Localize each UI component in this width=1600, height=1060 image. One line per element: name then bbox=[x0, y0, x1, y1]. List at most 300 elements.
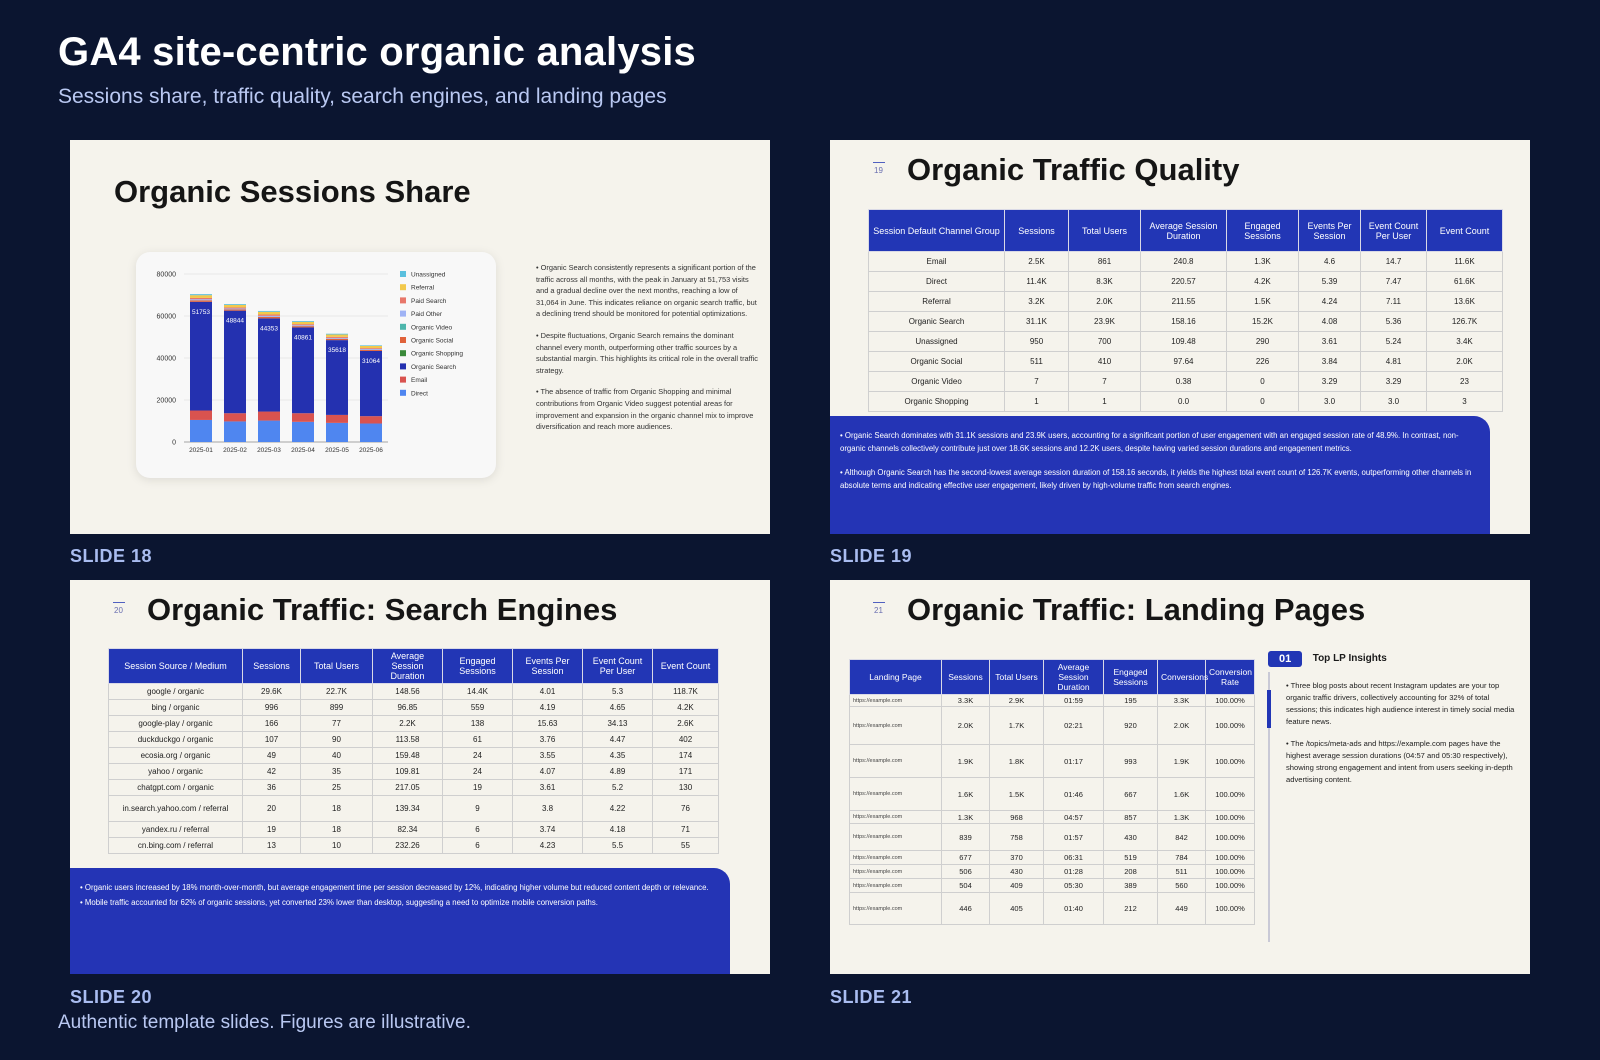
column-header: Total Users bbox=[301, 649, 373, 684]
table-cell: 4.81 bbox=[1361, 352, 1427, 372]
table-cell: 1 bbox=[1069, 392, 1141, 412]
bar-segment bbox=[360, 424, 382, 442]
table-cell: 4.22 bbox=[583, 796, 653, 822]
table-cell: 01:46 bbox=[1044, 778, 1104, 811]
column-header: Conversion Rate bbox=[1206, 660, 1255, 695]
table-cell: 130 bbox=[653, 780, 719, 796]
table-cell: 3.61 bbox=[1299, 332, 1361, 352]
bar-segment bbox=[326, 338, 348, 339]
x-tick-label: 2025-03 bbox=[257, 447, 281, 454]
table-cell: 2.2K bbox=[373, 716, 443, 732]
table-cell: 920 bbox=[1104, 707, 1158, 745]
table-cell: 5.5 bbox=[583, 838, 653, 854]
slide-title: Organic Traffic Quality bbox=[907, 152, 1240, 187]
data-table bbox=[868, 209, 1503, 412]
table-cell: 3.84 bbox=[1299, 352, 1361, 372]
bar-segment bbox=[360, 349, 382, 350]
table-cell: 950 bbox=[1005, 332, 1069, 352]
table-cell: 22.7K bbox=[301, 684, 373, 700]
table-cell: 1.9K bbox=[942, 745, 990, 778]
slide-label: SLIDE 18 bbox=[70, 546, 153, 566]
y-tick-label: 20000 bbox=[156, 397, 176, 405]
table-cell: yahoo / organic bbox=[109, 764, 243, 780]
table-cell: Email bbox=[869, 252, 1005, 272]
table-cell: 4.65 bbox=[583, 700, 653, 716]
table-cell: 7.11 bbox=[1361, 292, 1427, 312]
table-cell: 77 bbox=[301, 716, 373, 732]
table-row bbox=[850, 824, 1255, 851]
bar-segment bbox=[224, 421, 246, 442]
table-cell: 01:57 bbox=[1044, 824, 1104, 851]
insight-panel bbox=[70, 868, 730, 974]
table-cell: 1.5K bbox=[1227, 292, 1299, 312]
table-cell: 370 bbox=[990, 851, 1044, 865]
table-cell: 31.1K bbox=[1005, 312, 1069, 332]
table-cell: 06:31 bbox=[1044, 851, 1104, 865]
bar-segment bbox=[326, 423, 348, 442]
bar-segment bbox=[190, 294, 212, 295]
table-cell: 217.05 bbox=[373, 780, 443, 796]
table-cell: 3.0 bbox=[1361, 392, 1427, 412]
legend-label: Direct bbox=[411, 390, 428, 398]
table-cell: 4.08 bbox=[1299, 312, 1361, 332]
table-cell: 0.0 bbox=[1141, 392, 1227, 412]
table-cell: 139.34 bbox=[373, 796, 443, 822]
table-row bbox=[869, 332, 1503, 352]
table-cell: 4.47 bbox=[583, 732, 653, 748]
table-cell: 100.00% bbox=[1206, 745, 1255, 778]
insight-header bbox=[1268, 650, 1520, 668]
table-cell: 13 bbox=[243, 838, 301, 854]
legend-label: Paid Search bbox=[411, 297, 447, 305]
slide-18[interactable] bbox=[70, 140, 770, 534]
table-row bbox=[850, 865, 1255, 879]
table-cell: 861 bbox=[1069, 252, 1141, 272]
table-row bbox=[869, 352, 1503, 372]
x-tick-label: 2025-04 bbox=[291, 447, 315, 454]
table-cell: 3.8 bbox=[513, 796, 583, 822]
bar-segment bbox=[224, 304, 246, 305]
column-header: Average Session Duration bbox=[1141, 210, 1227, 252]
insight-bullets bbox=[536, 262, 761, 443]
table-cell: 148.56 bbox=[373, 684, 443, 700]
y-tick-label: 0 bbox=[172, 439, 176, 447]
table-cell: 113.58 bbox=[373, 732, 443, 748]
column-header: Total Users bbox=[1069, 210, 1141, 252]
table-cell: https://example.com bbox=[850, 879, 942, 893]
slide-label: SLIDE 19 bbox=[830, 546, 913, 566]
table-cell: 6 bbox=[443, 838, 513, 854]
bar-segment bbox=[360, 350, 382, 351]
table-cell: 01:40 bbox=[1044, 893, 1104, 925]
table-cell: 1.9K bbox=[1158, 745, 1206, 778]
table-cell: 3.55 bbox=[513, 748, 583, 764]
bar-segment bbox=[326, 337, 348, 338]
table-cell: 100.00% bbox=[1206, 865, 1255, 879]
legend-swatch bbox=[400, 284, 406, 290]
table-row bbox=[850, 778, 1255, 811]
table-cell: 504 bbox=[942, 879, 990, 893]
table-cell: 220.57 bbox=[1141, 272, 1227, 292]
table-cell: 0 bbox=[1227, 372, 1299, 392]
column-header: Conversions bbox=[1158, 660, 1206, 695]
table-cell: 100.00% bbox=[1206, 893, 1255, 925]
table-cell: 667 bbox=[1104, 778, 1158, 811]
legend-label: Organic Shopping bbox=[411, 350, 464, 358]
legend-swatch bbox=[400, 390, 406, 396]
y-tick-label: 80000 bbox=[156, 271, 176, 279]
bar-segment bbox=[224, 308, 246, 309]
table-cell: 0.38 bbox=[1141, 372, 1227, 392]
table-cell: 1.3K bbox=[1227, 252, 1299, 272]
table-row bbox=[869, 272, 1503, 292]
table-cell: 15.63 bbox=[513, 716, 583, 732]
table-cell: 100.00% bbox=[1206, 879, 1255, 893]
table-cell: cn.bing.com / referral bbox=[109, 838, 243, 854]
table-cell: 100.00% bbox=[1206, 707, 1255, 745]
table-cell: 23 bbox=[1427, 372, 1503, 392]
data-label: 51753 bbox=[191, 308, 211, 316]
table-cell: 96.85 bbox=[373, 700, 443, 716]
slide-label: SLIDE 21 bbox=[830, 987, 913, 1007]
x-tick-label: 2025-05 bbox=[325, 447, 349, 454]
insight-text: • Mobile traffic accounted for 62% of organic sessions, yet converted 23% lower than desktop, suggesting a need to optimize mobile conversion paths. bbox=[80, 897, 598, 907]
table-cell: 126.7K bbox=[1427, 312, 1503, 332]
table-cell: 5.2 bbox=[583, 780, 653, 796]
table-cell: 211.55 bbox=[1141, 292, 1227, 312]
table-cell: 6 bbox=[443, 822, 513, 838]
table-cell: 14.4K bbox=[443, 684, 513, 700]
table-cell: bing / organic bbox=[109, 700, 243, 716]
column-header: Engaged Sessions bbox=[1104, 660, 1158, 695]
table-cell: 2.9K bbox=[990, 695, 1044, 707]
insight-text: • Organic Search dominates with 31.1K sessions and 23.9K users, accounting for a significant portion of user engagement with an engaged session rate of 48.9%. In contrast, non-organic channels collectively contribute just over 18.6K sessions and 12.2K users, despite having varied session durations and engagement metrics. bbox=[840, 431, 1459, 453]
bar-segment bbox=[224, 307, 246, 308]
bar-segment bbox=[258, 311, 280, 312]
table-cell: 118.7K bbox=[653, 684, 719, 700]
table-cell: 430 bbox=[990, 865, 1044, 879]
column-header: Sessions bbox=[1005, 210, 1069, 252]
table-cell: 20 bbox=[243, 796, 301, 822]
bar-segment bbox=[224, 309, 246, 310]
table-cell: 4.24 bbox=[1299, 292, 1361, 312]
table-row bbox=[869, 372, 1503, 392]
table-cell: 166 bbox=[243, 716, 301, 732]
table-cell: 10 bbox=[301, 838, 373, 854]
page-subtitle: Sessions share, traffic quality, search engines, and landing pages bbox=[58, 85, 667, 108]
table-cell: Organic Video bbox=[869, 372, 1005, 392]
bar-segment bbox=[258, 317, 280, 318]
table-cell: 174 bbox=[653, 748, 719, 764]
table-cell: 506 bbox=[942, 865, 990, 879]
table-cell: 4.2K bbox=[653, 700, 719, 716]
column-header: Event Count Per User bbox=[583, 649, 653, 684]
table-row bbox=[109, 700, 719, 716]
insight-badge: 01 bbox=[1268, 651, 1302, 667]
legend-swatch bbox=[400, 363, 406, 369]
data-label: 35618 bbox=[327, 347, 347, 355]
table-cell: https://example.com bbox=[850, 893, 942, 925]
legend-label: Organic Search bbox=[411, 363, 457, 371]
table-cell: 511 bbox=[1005, 352, 1069, 372]
table-cell: 4.07 bbox=[513, 764, 583, 780]
bar-segment bbox=[292, 321, 314, 322]
table-cell: 42 bbox=[243, 764, 301, 780]
table-cell: 01:28 bbox=[1044, 865, 1104, 879]
table-cell: 159.48 bbox=[373, 748, 443, 764]
table-cell: 29.6K bbox=[243, 684, 301, 700]
table-cell: 9 bbox=[443, 796, 513, 822]
table-cell: 449 bbox=[1158, 893, 1206, 925]
insight-divider bbox=[1268, 672, 1270, 942]
table-row bbox=[109, 684, 719, 700]
table-cell: 100.00% bbox=[1206, 695, 1255, 707]
table-cell: 13.6K bbox=[1427, 292, 1503, 312]
table-cell: 5.24 bbox=[1361, 332, 1427, 352]
bar-segment bbox=[292, 413, 314, 422]
column-header: Sessions bbox=[942, 660, 990, 695]
table-cell: 212 bbox=[1104, 893, 1158, 925]
data-label: 48844 bbox=[225, 317, 245, 325]
data-label: 40861 bbox=[293, 334, 313, 342]
legend-swatch bbox=[400, 337, 406, 343]
table-cell: 4.18 bbox=[583, 822, 653, 838]
table-row bbox=[109, 796, 719, 822]
table-cell: 02:21 bbox=[1044, 707, 1104, 745]
bar-segment bbox=[292, 324, 314, 325]
table-cell: https://example.com bbox=[850, 695, 942, 707]
table-cell: chatgpt.com / organic bbox=[109, 780, 243, 796]
data-label: 31064 bbox=[361, 357, 381, 365]
table-cell: Organic Search bbox=[869, 312, 1005, 332]
table-cell: 3.29 bbox=[1361, 372, 1427, 392]
table-cell: 430 bbox=[1104, 824, 1158, 851]
column-header: Session Source / Medium bbox=[109, 649, 243, 684]
table-cell: 2.0K bbox=[1427, 352, 1503, 372]
legend-swatch bbox=[400, 377, 406, 383]
table-row bbox=[109, 838, 719, 854]
table-cell: 15.2K bbox=[1227, 312, 1299, 332]
column-header: Engaged Sessions bbox=[1227, 210, 1299, 252]
column-header: Events Per Session bbox=[513, 649, 583, 684]
table-cell: https://example.com bbox=[850, 778, 942, 811]
table-cell: 899 bbox=[301, 700, 373, 716]
table-cell: https://example.com bbox=[850, 745, 942, 778]
column-header: Engaged Sessions bbox=[443, 649, 513, 684]
table-cell: 7.47 bbox=[1361, 272, 1427, 292]
table-cell: 4.2K bbox=[1227, 272, 1299, 292]
bar-segment bbox=[360, 346, 382, 348]
column-header: Sessions bbox=[243, 649, 301, 684]
table-cell: https://example.com bbox=[850, 707, 942, 745]
table-cell: 857 bbox=[1104, 811, 1158, 824]
table-row bbox=[850, 851, 1255, 865]
table-cell: 61 bbox=[443, 732, 513, 748]
slide-title: Organic Traffic: Landing Pages bbox=[907, 592, 1366, 627]
table-cell: 1.3K bbox=[942, 811, 990, 824]
table-row bbox=[109, 716, 719, 732]
bullet: • The absence of traffic from Organic Shopping and minimal contributions from Organic Video suggest potential areas for improvement and expansion in the organic channel mix to improve diversification and reach more audiences. bbox=[536, 387, 754, 432]
table-cell: 996 bbox=[243, 700, 301, 716]
slide-20[interactable] bbox=[70, 580, 770, 974]
table-cell: 171 bbox=[653, 764, 719, 780]
table-cell: 49 bbox=[243, 748, 301, 764]
legend-swatch bbox=[400, 297, 406, 303]
table-cell: 559 bbox=[443, 700, 513, 716]
table-cell: 05:30 bbox=[1044, 879, 1104, 893]
table-row bbox=[109, 822, 719, 838]
bullet: • Despite fluctuations, Organic Search remains the dominant channel every month, outperforming other traffic sources by a substantial margin. This highlights its critical role in the overall traffic strategy. bbox=[536, 330, 758, 375]
table-cell: ecosia.org / organic bbox=[109, 748, 243, 764]
insight-text: • Organic users increased by 18% month-over-month, but average engagement time per session decreased by 12%, indicating higher volume but reduced content depth or relevance. bbox=[80, 883, 709, 892]
legend-label: Organic Video bbox=[411, 324, 453, 332]
table-cell: 61.6K bbox=[1427, 272, 1503, 292]
data-table bbox=[108, 648, 719, 854]
slide-number: 20 bbox=[114, 606, 123, 615]
table-cell: yandex.ru / referral bbox=[109, 822, 243, 838]
table-cell: 7 bbox=[1069, 372, 1141, 392]
table-row bbox=[109, 780, 719, 796]
table-row bbox=[850, 879, 1255, 893]
table-cell: 4.01 bbox=[513, 684, 583, 700]
data-table bbox=[849, 659, 1255, 925]
table-cell: 100.00% bbox=[1206, 851, 1255, 865]
y-tick-label: 60000 bbox=[156, 313, 176, 321]
table-cell: 195 bbox=[1104, 695, 1158, 707]
bullet: • The /topics/meta-ads and https://example.com pages have the highest average session durations (04:57 and 05:30 respectively), showing strong engagement and intent from users seeking in-depth advertising content. bbox=[1286, 739, 1513, 784]
table-cell: 19 bbox=[243, 822, 301, 838]
table-row bbox=[850, 707, 1255, 745]
table-cell: 8.3K bbox=[1069, 272, 1141, 292]
table-cell: 35 bbox=[301, 764, 373, 780]
table-cell: 402 bbox=[653, 732, 719, 748]
bar-segment bbox=[190, 300, 212, 301]
table-cell: 01:59 bbox=[1044, 695, 1104, 707]
table-cell: Organic Shopping bbox=[869, 392, 1005, 412]
bar-segment bbox=[190, 298, 212, 299]
table-cell: 5.39 bbox=[1299, 272, 1361, 292]
column-header: Average Session Duration bbox=[373, 649, 443, 684]
table-cell: 01:17 bbox=[1044, 745, 1104, 778]
table-cell: 0 bbox=[1227, 392, 1299, 412]
table-cell: 158.16 bbox=[1141, 312, 1227, 332]
table-cell: 1.5K bbox=[990, 778, 1044, 811]
table-cell: 7 bbox=[1005, 372, 1069, 392]
insight-panel bbox=[830, 416, 1490, 534]
insight-text: • Although Organic Search has the second-lowest average session duration of 158.16 seconds, it yields the highest total event count of 126.7K events, outperforming other channels in absolute terms and indicating effective user engagement, likely driven by high-volume traffic from search engines. bbox=[840, 468, 1472, 490]
table-cell: 1.3K bbox=[1158, 811, 1206, 824]
table-cell: 3.4K bbox=[1427, 332, 1503, 352]
table-cell: 4.6 bbox=[1299, 252, 1361, 272]
bar-segment bbox=[326, 339, 348, 340]
table-cell: 76 bbox=[653, 796, 719, 822]
table-cell: 04:57 bbox=[1044, 811, 1104, 824]
table-cell: 993 bbox=[1104, 745, 1158, 778]
table-cell: 2.0K bbox=[1158, 707, 1206, 745]
table-cell: 23.9K bbox=[1069, 312, 1141, 332]
legend-swatch bbox=[400, 311, 406, 317]
table-cell: 18 bbox=[301, 822, 373, 838]
table-cell: 34.13 bbox=[583, 716, 653, 732]
legend-swatch bbox=[400, 271, 406, 277]
table-header-row bbox=[850, 660, 1255, 695]
table-cell: 839 bbox=[942, 824, 990, 851]
slide-number: 19 bbox=[874, 166, 883, 175]
table-cell: 405 bbox=[990, 893, 1044, 925]
slide-number: 21 bbox=[874, 606, 883, 615]
bar-segment bbox=[326, 415, 348, 423]
bar-segment bbox=[292, 325, 314, 326]
legend-swatch bbox=[400, 350, 406, 356]
table-cell: 3 bbox=[1427, 392, 1503, 412]
table-cell: 3.29 bbox=[1299, 372, 1361, 392]
slide-label: SLIDE 20 bbox=[70, 987, 153, 1007]
slide-19[interactable] bbox=[830, 140, 1530, 534]
column-header: Average Session Duration bbox=[1044, 660, 1104, 695]
bar-segment bbox=[292, 326, 314, 327]
table-cell: 24 bbox=[443, 748, 513, 764]
table-row bbox=[869, 392, 1503, 412]
column-header: Event Count bbox=[653, 649, 719, 684]
legend-swatch bbox=[400, 324, 406, 330]
table-cell: 446 bbox=[942, 893, 990, 925]
bar-segment bbox=[258, 315, 280, 316]
table-cell: 784 bbox=[1158, 851, 1206, 865]
table-cell: https://example.com bbox=[850, 811, 942, 824]
x-tick-label: 2025-01 bbox=[189, 447, 213, 454]
table-cell: 5.36 bbox=[1361, 312, 1427, 332]
table-cell: 560 bbox=[1158, 879, 1206, 893]
page-title: GA4 site-centric organic analysis bbox=[58, 30, 696, 74]
bar-segment bbox=[326, 334, 348, 335]
table-cell: 519 bbox=[1104, 851, 1158, 865]
column-header: Total Users bbox=[990, 660, 1044, 695]
table-cell: 1.6K bbox=[1158, 778, 1206, 811]
slide-title: Organic Sessions Share bbox=[114, 174, 471, 209]
table-cell: google-play / organic bbox=[109, 716, 243, 732]
bar-segment bbox=[190, 411, 212, 420]
table-cell: 71 bbox=[653, 822, 719, 838]
bar-segment bbox=[360, 416, 382, 423]
bar-segment bbox=[258, 316, 280, 317]
table-cell: 40 bbox=[301, 748, 373, 764]
table-row bbox=[109, 748, 719, 764]
table-cell: 4.89 bbox=[583, 764, 653, 780]
table-cell: 4.35 bbox=[583, 748, 653, 764]
bar-segment bbox=[190, 295, 212, 298]
table-cell: 2.0K bbox=[1069, 292, 1141, 312]
table-cell: https://example.com bbox=[850, 851, 942, 865]
bar-segment bbox=[292, 322, 314, 324]
table-cell: 3.3K bbox=[1158, 695, 1206, 707]
insight-bullets bbox=[1286, 680, 1516, 796]
table-cell: 677 bbox=[942, 851, 990, 865]
table-cell: 1 bbox=[1005, 392, 1069, 412]
table-cell: 11.4K bbox=[1005, 272, 1069, 292]
table-cell: 409 bbox=[990, 879, 1044, 893]
bar-segment bbox=[360, 345, 382, 346]
table-cell: 19 bbox=[443, 780, 513, 796]
table-cell: 109.81 bbox=[373, 764, 443, 780]
table-cell: 109.48 bbox=[1141, 332, 1227, 352]
table-row bbox=[869, 252, 1503, 272]
bar-segment bbox=[258, 312, 280, 315]
table-cell: 290 bbox=[1227, 332, 1299, 352]
legend-label: Organic Social bbox=[411, 337, 454, 345]
table-row bbox=[850, 745, 1255, 778]
legend-label: Paid Other bbox=[411, 311, 443, 319]
slide-21[interactable] bbox=[830, 580, 1530, 974]
